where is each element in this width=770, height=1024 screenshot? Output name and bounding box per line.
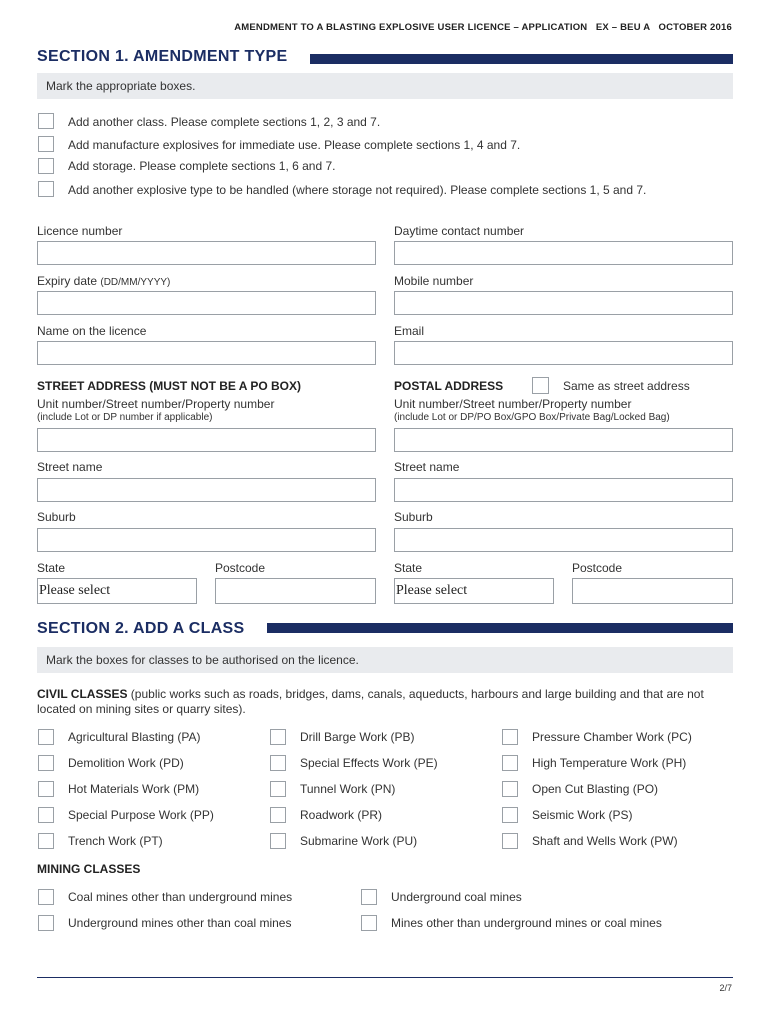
section2-note: Mark the boxes for classes to be authorised on the licence. <box>37 647 733 673</box>
postal-unit-hint: (include Lot or DP/PO Box/GPO Box/Private Bag/Locked Bag) <box>394 412 670 423</box>
amendment-manufacture-label: Add manufacture explosives for immediate use. Please complete sections 1, 4 and 7. <box>68 138 521 152</box>
civil-class-checkbox[interactable] <box>38 833 54 849</box>
street-suburb-label: Suburb <box>37 510 76 524</box>
amendment-explosive-type-checkbox[interactable] <box>38 181 54 197</box>
postal-address-heading: POSTAL ADDRESS <box>394 379 504 393</box>
mining-classes-heading: MINING CLASSES <box>37 862 141 876</box>
email-label: Email <box>394 324 425 338</box>
street-unit-number-label: Unit number/Street number/Property number <box>37 397 275 411</box>
postal-state-label: State <box>394 561 423 575</box>
street-state-select[interactable]: Please select <box>37 578 197 604</box>
street-state-label: State <box>37 561 66 575</box>
section1-title-bar <box>310 54 733 64</box>
licence-number-label: Licence number <box>37 224 123 238</box>
civil-class-label: Drill Barge Work (PB) <box>300 730 415 744</box>
page-number: 2/7 <box>719 983 732 993</box>
civil-classes-description <box>37 687 737 717</box>
daytime-contact-label: Daytime contact number <box>394 224 525 238</box>
street-postcode-label: Postcode <box>215 561 266 575</box>
civil-class-label: Agricultural Blasting (PA) <box>68 730 201 744</box>
section1-title: SECTION 1. AMENDMENT TYPE <box>37 48 288 65</box>
mining-class-checkbox[interactable] <box>361 915 377 931</box>
civil-class-label: Tunnel Work (PN) <box>300 782 396 796</box>
postal-suburb-input[interactable] <box>394 528 733 552</box>
mobile-number-input[interactable] <box>394 291 733 315</box>
name-on-licence-label: Name on the licence <box>37 324 147 338</box>
civil-class-checkbox[interactable] <box>38 781 54 797</box>
civil-class-checkbox[interactable] <box>38 807 54 823</box>
section1-note: Mark the appropriate boxes. <box>37 73 733 99</box>
street-address-heading: STREET ADDRESS (MUST NOT BE A PO BOX) <box>37 379 302 393</box>
name-on-licence-input[interactable] <box>37 341 376 365</box>
expiry-date-format: (DD/MM/YYYY) <box>100 277 171 288</box>
civil-class-label: Hot Materials Work (PM) <box>68 782 200 796</box>
civil-class-checkbox[interactable] <box>502 755 518 771</box>
civil-class-label: Special Effects Work (PE) <box>300 756 438 770</box>
civil-class-checkbox[interactable] <box>270 729 286 745</box>
civil-class-checkbox[interactable] <box>270 807 286 823</box>
civil-class-label: Seismic Work (PS) <box>532 808 633 822</box>
mining-class-checkbox[interactable] <box>38 889 54 905</box>
footer-rule <box>37 977 733 978</box>
section2-title: SECTION 2. ADD A CLASS <box>37 620 245 637</box>
civil-class-checkbox[interactable] <box>270 781 286 797</box>
postal-street-name-label: Street name <box>394 460 460 474</box>
civil-class-label: Pressure Chamber Work (PC) <box>532 730 692 744</box>
daytime-contact-input[interactable] <box>394 241 733 265</box>
civil-class-checkbox[interactable] <box>270 833 286 849</box>
licence-number-input[interactable] <box>37 241 376 265</box>
civil-classes-heading: CIVIL CLASSES <box>37 687 128 701</box>
amendment-storage-checkbox[interactable] <box>38 158 54 174</box>
civil-class-checkbox[interactable] <box>38 729 54 745</box>
amendment-manufacture-checkbox[interactable] <box>38 136 54 152</box>
civil-class-label: Open Cut Blasting (PO) <box>532 782 659 796</box>
civil-classes-desc: (public works such as roads, bridges, dams, canals, aqueducts, harbours and large building and that are not located on mining sites or quarry sites). <box>37 687 704 716</box>
civil-class-checkbox[interactable] <box>502 833 518 849</box>
postal-unit-number-input[interactable] <box>394 428 733 452</box>
civil-class-label: Shaft and Wells Work (PW) <box>532 834 678 848</box>
postal-street-name-input[interactable] <box>394 478 733 502</box>
mining-class-label: Mines other than underground mines or coal mines <box>391 916 662 930</box>
mining-class-label: Underground mines other than coal mines <box>68 916 292 930</box>
expiry-date-label <box>37 274 170 288</box>
civil-class-label: High Temperature Work (PH) <box>532 756 687 770</box>
street-street-name-label: Street name <box>37 460 103 474</box>
civil-class-checkbox[interactable] <box>38 755 54 771</box>
street-suburb-input[interactable] <box>37 528 376 552</box>
section2-title-bar <box>267 623 733 633</box>
civil-class-checkbox[interactable] <box>502 807 518 823</box>
street-postcode-input[interactable] <box>215 578 376 604</box>
civil-class-label: Submarine Work (PU) <box>300 834 418 848</box>
mining-class-checkbox[interactable] <box>361 889 377 905</box>
civil-class-label: Roadwork (PR) <box>300 808 383 822</box>
postal-unit-number-label: Unit number/Street number/Property number <box>394 397 632 411</box>
street-unit-hint: (include Lot or DP number if applicable) <box>37 412 213 423</box>
postal-suburb-label: Suburb <box>394 510 433 524</box>
postal-postcode-input[interactable] <box>572 578 733 604</box>
civil-class-label: Trench Work (PT) <box>68 834 163 848</box>
expiry-date-input[interactable] <box>37 291 376 315</box>
document-header: AMENDMENT TO A BLASTING EXPLOSIVE USER LICENCE – APPLICATION EX – BEU A OCTOBER 2016 <box>234 22 732 33</box>
amendment-add-class-checkbox[interactable] <box>38 113 54 129</box>
civil-class-checkbox[interactable] <box>502 729 518 745</box>
email-input[interactable] <box>394 341 733 365</box>
same-as-street-label: Same as street address <box>563 379 690 393</box>
postal-postcode-label: Postcode <box>572 561 623 575</box>
amendment-storage-label: Add storage. Please complete sections 1, 6 and 7. <box>68 159 336 173</box>
mining-class-label: Coal mines other than underground mines <box>68 890 293 904</box>
amendment-explosive-type-label: Add another explosive type to be handled (where storage not required). Please complete sections 1, 5 and 7. <box>68 183 647 197</box>
civil-class-label: Demolition Work (PD) <box>68 756 184 770</box>
mining-class-label: Underground coal mines <box>391 890 522 904</box>
same-as-street-checkbox[interactable] <box>532 377 549 394</box>
street-unit-number-input[interactable] <box>37 428 376 452</box>
street-street-name-input[interactable] <box>37 478 376 502</box>
civil-class-label: Special Purpose Work (PP) <box>68 808 214 822</box>
mining-class-checkbox[interactable] <box>38 915 54 931</box>
expiry-date-text: Expiry date <box>37 274 98 288</box>
amendment-add-class-label: Add another class. Please complete sections 1, 2, 3 and 7. <box>68 115 381 129</box>
civil-class-checkbox[interactable] <box>270 755 286 771</box>
postal-state-select[interactable]: Please select <box>394 578 554 604</box>
mobile-number-label: Mobile number <box>394 274 474 288</box>
civil-class-checkbox[interactable] <box>502 781 518 797</box>
